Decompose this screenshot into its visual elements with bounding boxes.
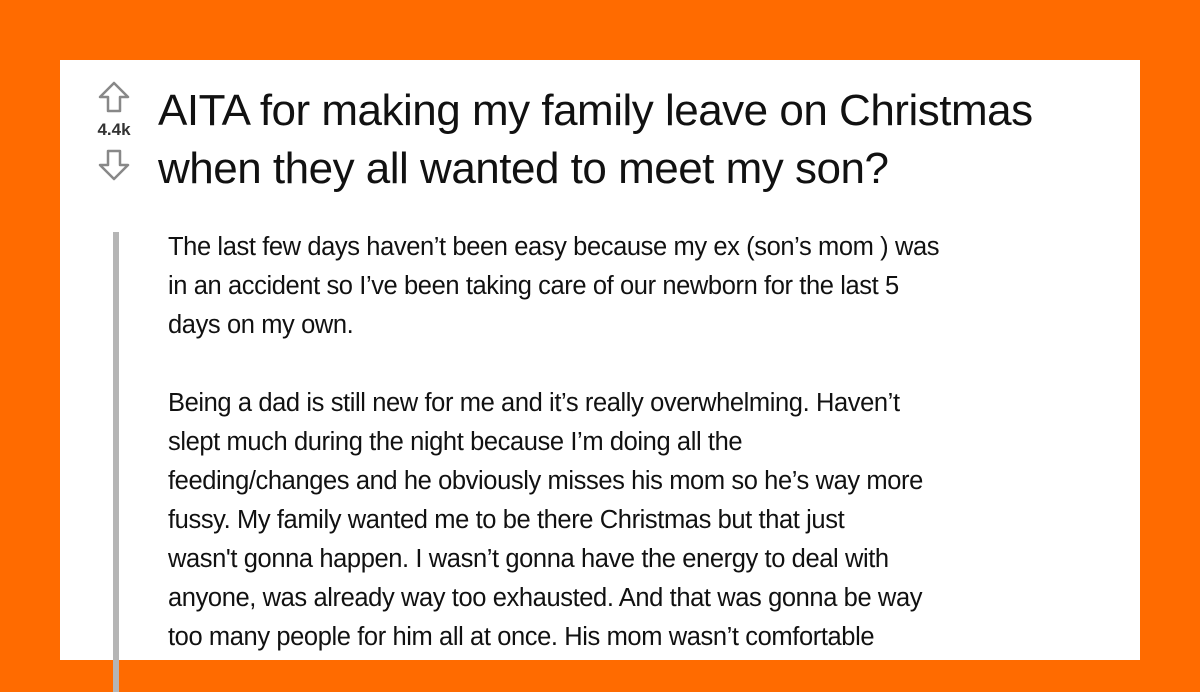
quote-bar <box>113 232 119 692</box>
body-line: The last few days haven’t been easy because my ex (son’s mom ) was <box>168 233 940 261</box>
post-body <box>168 228 939 657</box>
body-line: wasn't gonna happen. I wasn’t gonna have the energy to deal with <box>168 545 889 573</box>
body-line: too many people for him all at once. His mom wasn’t comfortable <box>168 623 875 651</box>
title-line: when they all wanted to meet my son? <box>158 144 889 193</box>
post-card <box>60 60 1140 660</box>
downvote-icon[interactable] <box>97 148 131 182</box>
body-line: feeding/changes and he obviously misses his mom so he’s way more <box>168 467 923 495</box>
upvote-icon[interactable] <box>97 80 131 114</box>
post-title <box>158 82 1033 198</box>
body-line: slept much during the night because I’m doing all the <box>168 428 743 456</box>
body-line: in an accident so I’ve been taking care of our newborn for the last 5 <box>168 272 899 300</box>
vote-widget <box>86 80 142 182</box>
body-line: days on my own. <box>168 311 354 339</box>
vote-score: 4.4k <box>97 120 131 139</box>
body-line: Being a dad is still new for me and it’s really overwhelming. Haven’t <box>168 389 900 417</box>
title-line: AITA for making my family leave on Christmas <box>158 86 1033 135</box>
body-line: anyone, was already way too exhausted. And that was gonna be way <box>168 584 923 612</box>
body-line: fussy. My family wanted me to be there Christmas but that just <box>168 506 845 534</box>
